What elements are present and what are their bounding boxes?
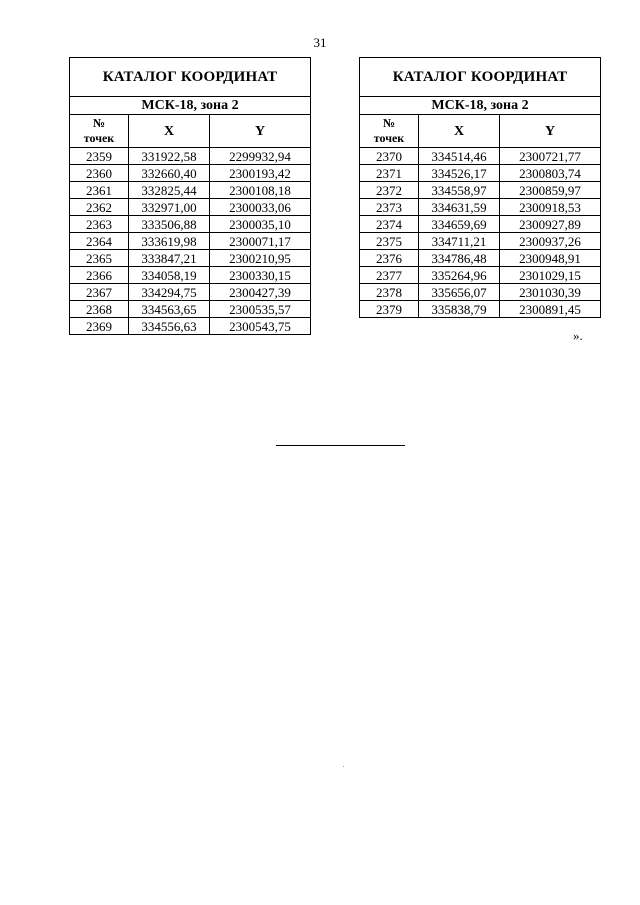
x-value: 333847,21 [129,250,210,267]
table-subtitle-row [360,97,601,115]
table-row [70,199,311,216]
table-row [360,267,601,284]
header-num-word: точек [373,131,405,145]
point-number: 2367 [70,284,129,301]
point-number: 2366 [70,267,129,284]
stray-dot [343,766,344,767]
table-row [360,182,601,199]
y-value: 2300937,26 [500,233,601,250]
x-value: 334711,21 [419,233,500,250]
table-subtitle-row [70,97,311,115]
y-value: 2301029,15 [500,267,601,284]
point-number: 2365 [70,250,129,267]
y-value: 2300071,17 [210,233,311,250]
table-title: КАТАЛОГ КООРДИНАТ [70,58,311,97]
x-value: 334563,65 [129,301,210,318]
page-number: 31 [313,35,327,50]
x-value: 334294,75 [129,284,210,301]
header-point-number [70,115,129,148]
x-value: 333619,98 [129,233,210,250]
y-value: 2299932,94 [210,148,311,165]
x-value: 334526,17 [419,165,500,182]
point-number: 2361 [70,182,129,199]
point-number: 2378 [360,284,419,301]
coordinate-catalog-table-right [359,57,601,318]
y-value: 2300859,97 [500,182,601,199]
y-value: 2300535,57 [210,301,311,318]
table-title-row [70,58,311,97]
table-row [70,267,311,284]
header-num-word: точек [83,131,115,145]
y-value: 2300193,42 [210,165,311,182]
table-row [360,199,601,216]
point-number: 2368 [70,301,129,318]
table-row [70,250,311,267]
table-subtitle: МСК-18, зона 2 [70,97,311,115]
table-row [360,284,601,301]
table-row [360,250,601,267]
y-value: 2300803,74 [500,165,601,182]
point-number: 2375 [360,233,419,250]
point-number: 2374 [360,216,419,233]
x-value: 332971,00 [129,199,210,216]
y-value: 2300721,77 [500,148,601,165]
separator-line [276,445,405,446]
table-row [360,301,601,318]
x-value: 335656,07 [419,284,500,301]
y-value: 2301030,39 [500,284,601,301]
point-number: 2376 [360,250,419,267]
x-value: 334631,59 [419,199,500,216]
header-num-sign: № [382,116,396,130]
point-number: 2373 [360,199,419,216]
point-number: 2362 [70,199,129,216]
closing-quote: ». [573,328,583,343]
table-row [70,284,311,301]
header-y: Y [500,115,601,148]
table-row [360,216,601,233]
table-row [70,216,311,233]
point-number: 2363 [70,216,129,233]
y-value: 2300033,06 [210,199,311,216]
point-number: 2370 [360,148,419,165]
header-point-number [360,115,419,148]
x-value: 334659,69 [419,216,500,233]
table-header-row [360,115,601,148]
x-value: 331922,58 [129,148,210,165]
table-body [360,148,601,318]
y-value: 2300108,18 [210,182,311,199]
x-value: 333506,88 [129,216,210,233]
x-value: 334558,97 [419,182,500,199]
y-value: 2300918,53 [500,199,601,216]
y-value: 2300210,95 [210,250,311,267]
table-row [360,165,601,182]
x-value: 335838,79 [419,301,500,318]
point-number: 2377 [360,267,419,284]
x-value: 334058,19 [129,267,210,284]
table-row [360,233,601,250]
table-row [70,165,311,182]
x-value: 335264,96 [419,267,500,284]
table-title-row [360,58,601,97]
y-value: 2300927,89 [500,216,601,233]
point-number: 2371 [360,165,419,182]
y-value: 2300427,39 [210,284,311,301]
x-value: 332660,40 [129,165,210,182]
coordinate-catalog-table-left [69,57,311,335]
table-body [70,148,311,335]
point-number: 2364 [70,233,129,250]
table-subtitle: МСК-18, зона 2 [360,97,601,115]
x-value: 334514,46 [419,148,500,165]
point-number: 2379 [360,301,419,318]
x-value: 332825,44 [129,182,210,199]
point-number: 2359 [70,148,129,165]
y-value: 2300035,10 [210,216,311,233]
header-x: X [129,115,210,148]
point-number: 2372 [360,182,419,199]
table-row [360,148,601,165]
table-row [70,148,311,165]
table-row [70,301,311,318]
table-title: КАТАЛОГ КООРДИНАТ [360,58,601,97]
x-value: 334556,63 [129,318,210,335]
header-x: X [419,115,500,148]
y-value: 2300543,75 [210,318,311,335]
table-row [70,233,311,250]
table-row [70,318,311,335]
point-number: 2369 [70,318,129,335]
header-num-sign: № [92,116,106,130]
point-number: 2360 [70,165,129,182]
y-value: 2300948,91 [500,250,601,267]
x-value: 334786,48 [419,250,500,267]
y-value: 2300330,15 [210,267,311,284]
table-header-row [70,115,311,148]
table-row [70,182,311,199]
header-y: Y [210,115,311,148]
y-value: 2300891,45 [500,301,601,318]
